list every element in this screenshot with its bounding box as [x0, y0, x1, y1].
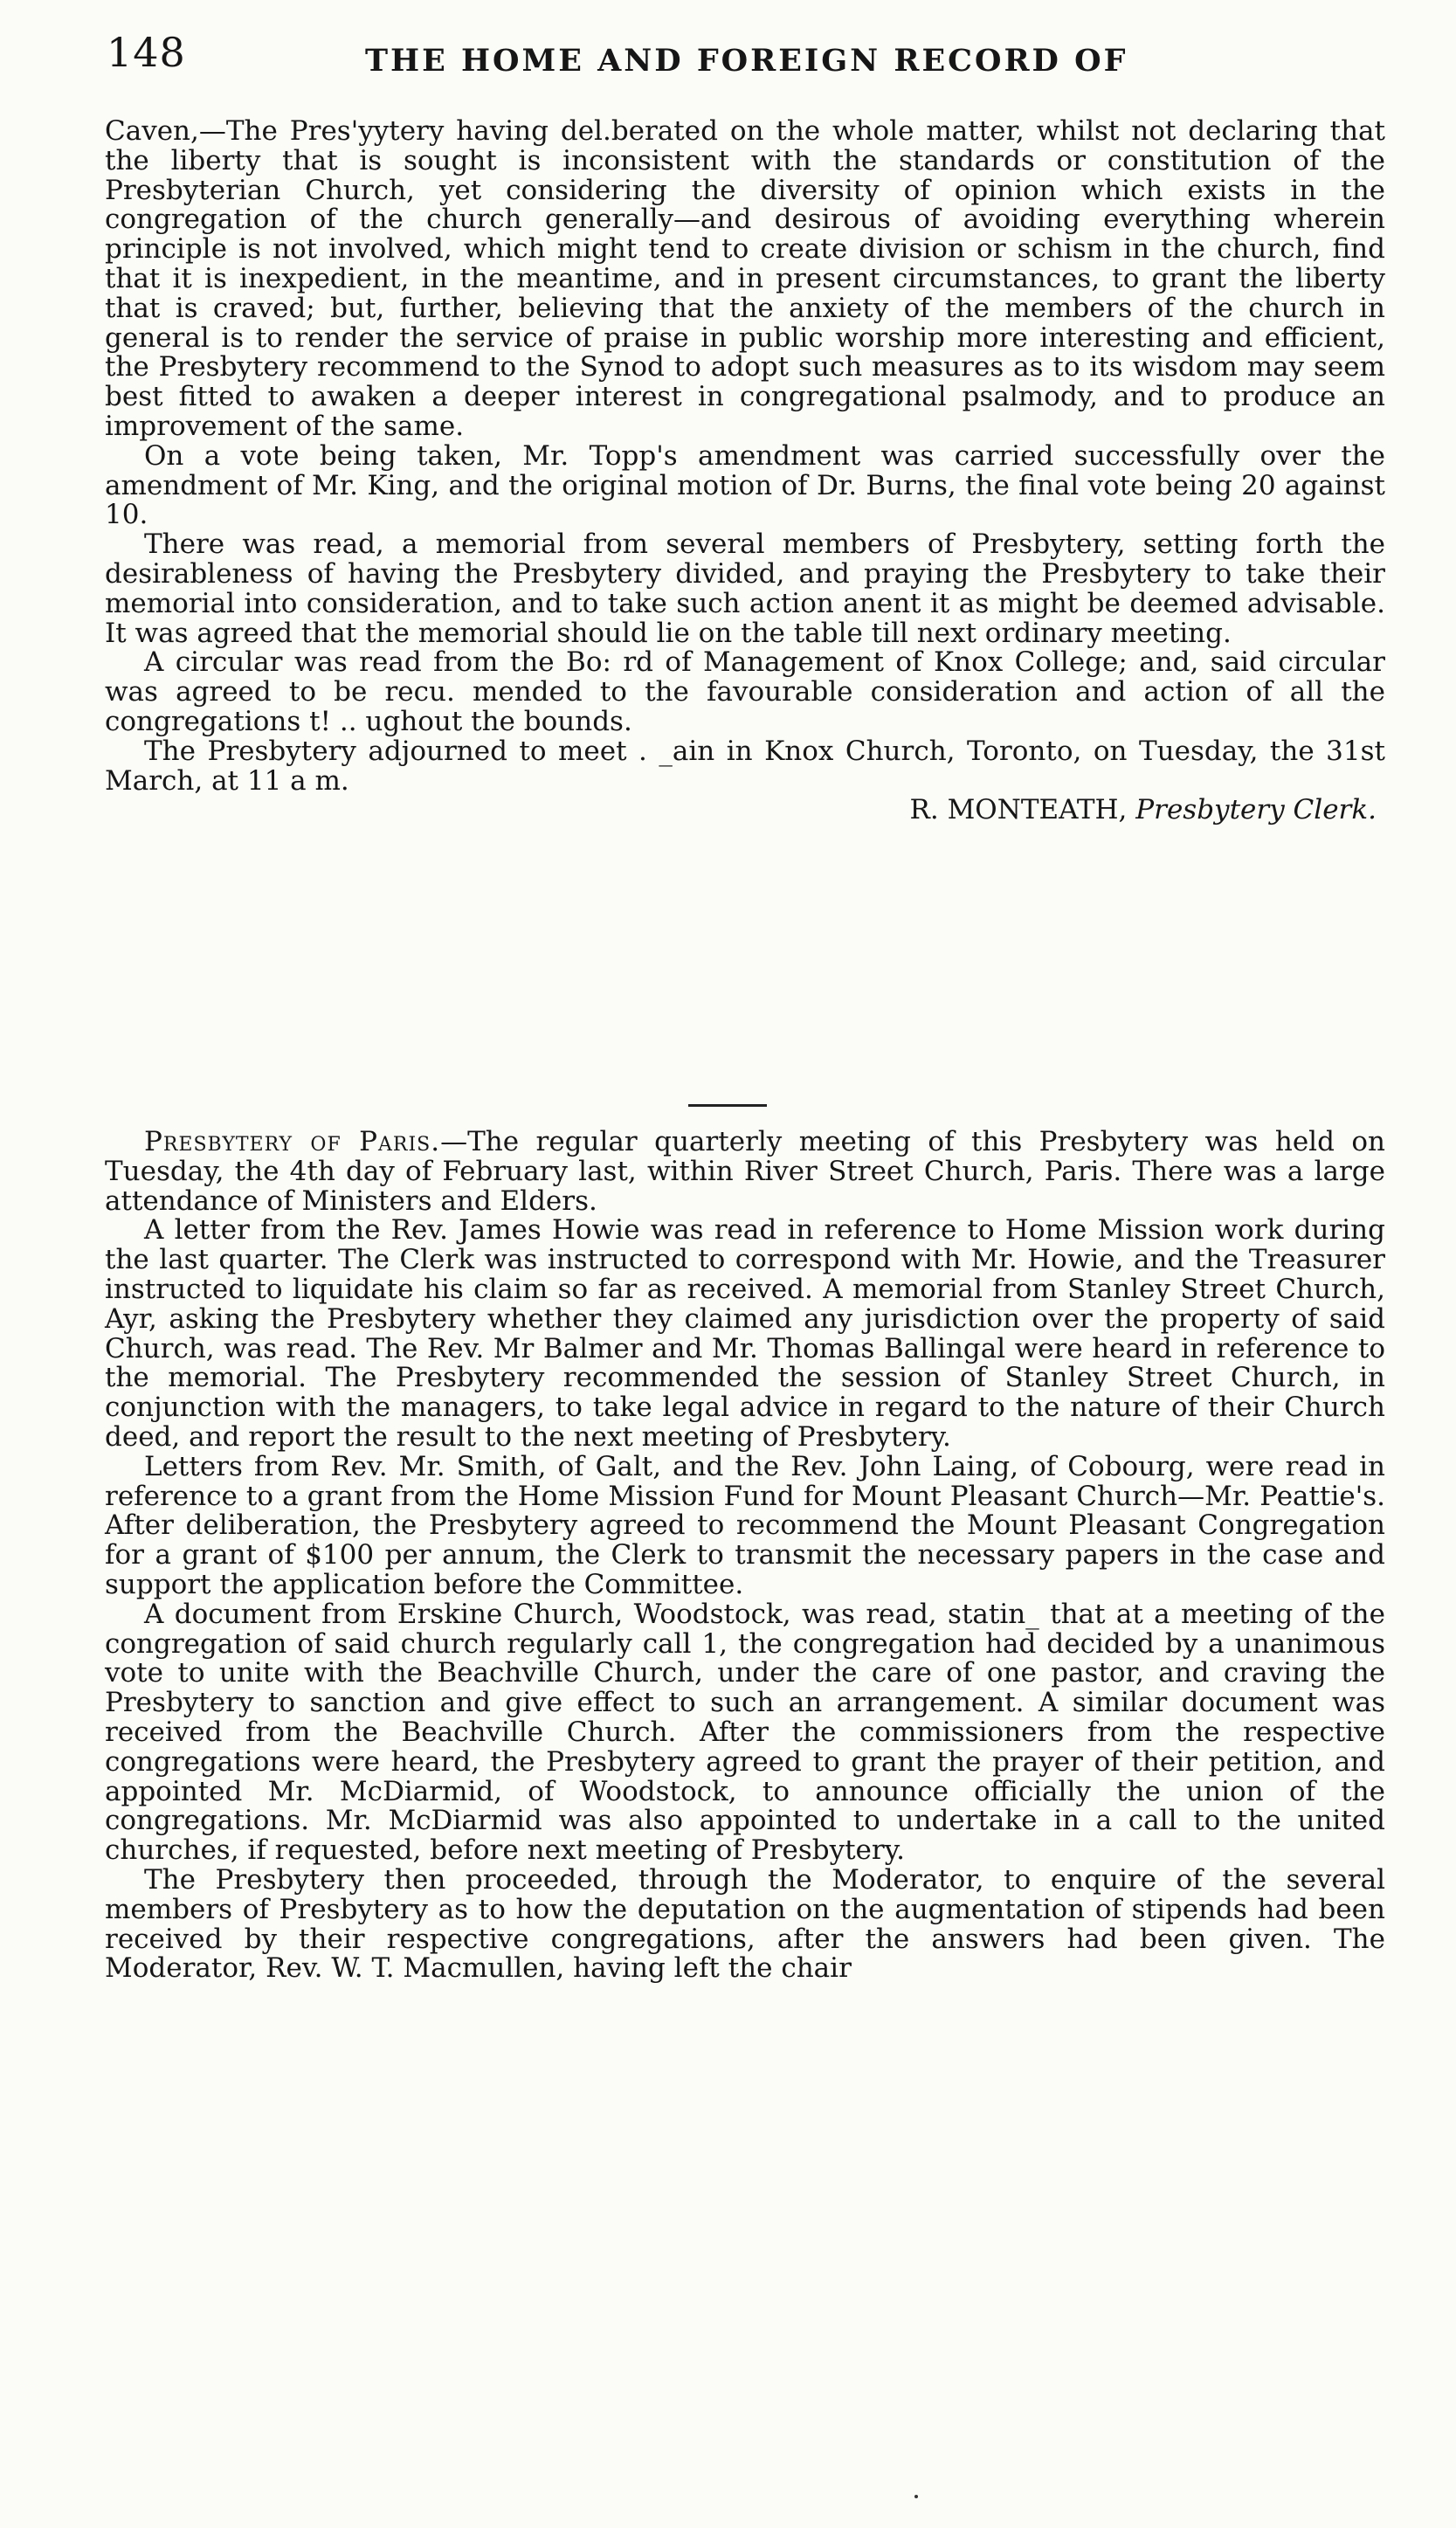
ink-speck: [914, 2495, 918, 2498]
paragraph-memorial: There was read, a memorial from several members of Presbytery, setting forth the desirableness of having the Presbytery divided, and praying the Presbytery to take their memorial into consideration, and to take such action anent it as might be deemed advisable. It was agreed that the memorial should lie on the table till next ordinary meeting.: [105, 528, 1385, 649]
paragraph-meeting-text: —The regular quarterly meeting of this Presbytery was held on Tuesday, the 4th day of February last, within River Street Church, Paris. There was a large attendance of Ministers and Elders.: [105, 1126, 1385, 1217]
page-header: [107, 26, 1390, 96]
paragraph-resolution: Caven,—The Pres'yytery having del.berated on the whole matter, whilst not declaring that the liberty that is sought is inconsistent with the standards or constitution of the Presbyterian Church, yet considering the diversity of opinion which exists in the congregation of the church generally—and desirous of avoiding everything wherein principle is not involved, which might tend to create division or schism in the church, find that it is inexpedient, in the meantime, and in present circumstances, to grant the liberty that is craved; but, further, believing that the anxiety of the members of the church in general is to render the service of praise in public worship more interesting and efficient, the Presbytery recommend to the Synod to adopt such measures as to its wisdom may seem best fitted to awaken a deeper interest in congregational psalmody, and to produce an improvement of the same.: [105, 115, 1385, 442]
clerk-signature: [105, 796, 1385, 825]
paragraph-howie-letter: A letter from the Rev. James Howie was read in reference to Home Mission work during the last quarter. The Clerk was instructed to correspond with Mr. Howie, and the Treasurer instructed to liquidate his claim so far as received. A memorial from Stanley Street Church, Ayr, asking the Presbytery whether they claimed any jurisdiction over the property of said Church, was read. The Rev. Mr Balmer and Mr. Thomas Ballingal were heard in reference to the memorial. The Presbytery recommended the session of Stanley Street Church, in conjunction with the managers, to take legal advice in regard to the nature of their Church deed, and report the result to the next meeting of Presbytery.: [105, 1214, 1385, 1453]
paragraph-mount-pleasant: Letters from Rev. Mr. Smith, of Galt, and the Rev. John Laing, of Cobourg, were read in reference to a grant from the Home Mission Fund for Mount Pleasant Church—Mr. Peattie's. After deliberation, the Presbytery agreed to recommend the Mount Pleasant Congregation for a grant of $100 per annum, the Clerk to transmit the necessary papers in the case and support the application before the Committee.: [105, 1450, 1385, 1600]
paragraph-vote: On a vote being taken, Mr. Topp's amendment was carried successfully over the amendment of Mr. King, and the original motion of Dr. Burns, the final vote being 20 against 10.: [105, 439, 1385, 531]
presbytery-toronto-report: [105, 117, 1385, 825]
paragraph-meeting: [105, 1128, 1385, 1216]
signature-role: Presbytery Clerk.: [1135, 794, 1377, 826]
paragraph-circular: A circular was read from the Bo: rd of Management of Knox College; and, said circular was agreed to be recu. mended to the favourable consideration and action of all the congregations t! .. ughout the bounds.: [105, 646, 1385, 737]
paragraph-erskine-church: A document from Erskine Church, Woodstock, was read, statin_ that at a meeting of the congregation of said church regularly call 1, the congregation had decided by a unanimous vote to unite with the Beachville Church, under the care of one pastor, and craving the Presbytery to sanction and give effect to such an arrangement. A similar document was received from the Beachville Church. After the commissioners from the respective congregations were heard, the Presbytery agreed to grant the prayer of their petition, and appointed Mr. McDiarmid, of Woodstock, to announce officially the union of the congregations. Mr. McDiarmid was also appointed to undertake in a call to the united churches, if requested, before next meeting of Presbytery.: [105, 1598, 1385, 1867]
paragraph-stipends: The Presbytery then proceeded, through the Moderator, to enquire of the several members of Presbytery as to how the deputation on the augmentation of stipends had been received by their respective congregations, after the answers had been given. The Moderator, Rev. W. T. Macmullen, having left the chair: [105, 1863, 1385, 1985]
page-number: 148: [107, 29, 186, 76]
presbytery-paris-report: [105, 1128, 1385, 1984]
running-title: THE HOME AND FOREIGN RECORD OF: [365, 43, 1128, 79]
signature-name: R. MONTEATH,: [909, 794, 1128, 826]
section-divider: [688, 1104, 767, 1107]
section-heading: Presbytery of Paris.: [144, 1126, 441, 1157]
paragraph-adjournment: The Presbytery adjourned to meet . _ain in Knox Church, Toronto, on Tuesday, the 31st March, at 11 a m.: [105, 735, 1385, 797]
